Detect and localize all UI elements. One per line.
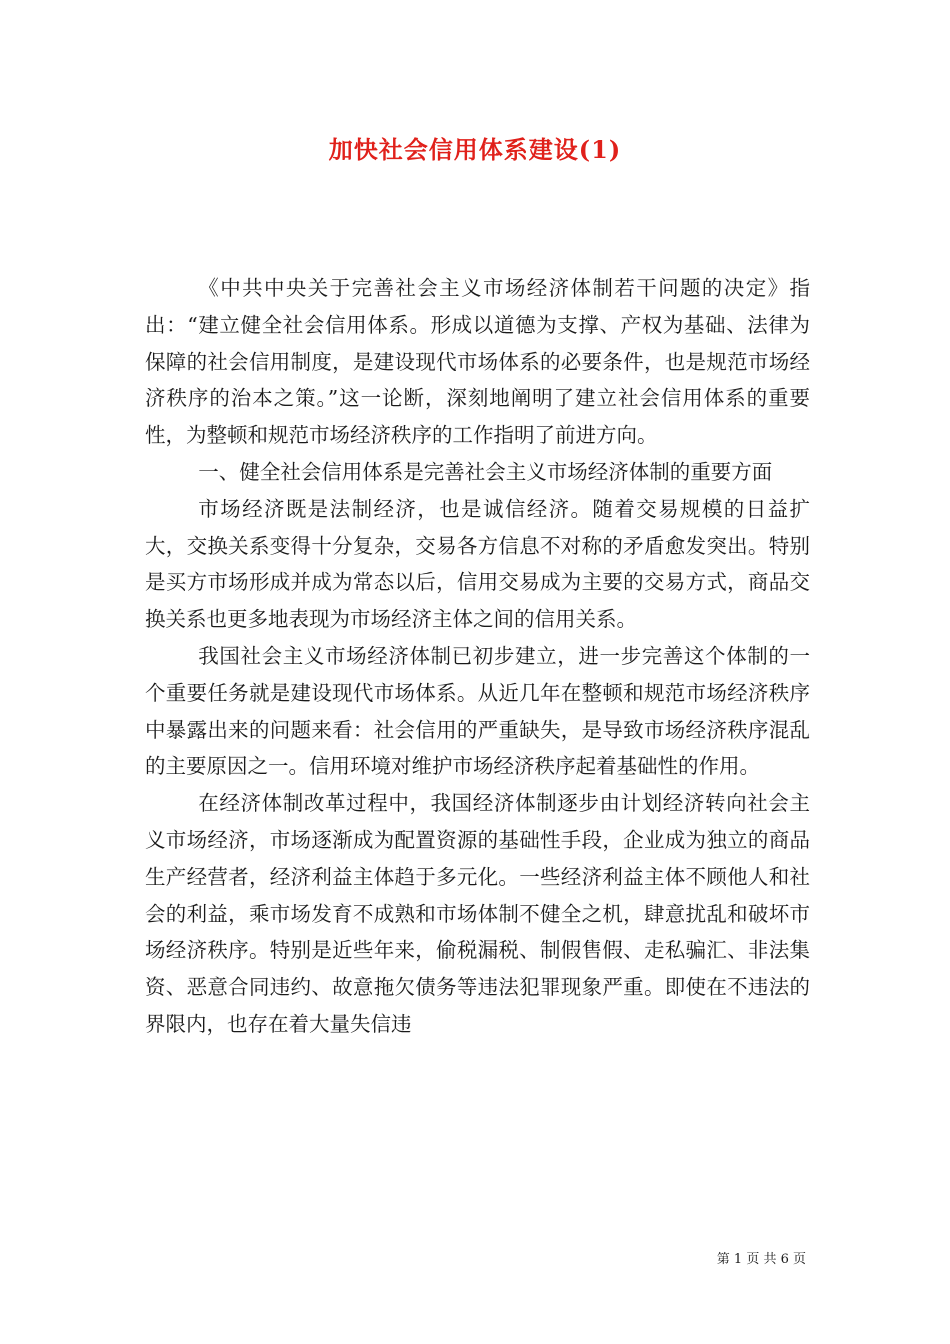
paragraph-modern-market: 我国社会主义市场经济体制已初步建立，进一步完善这个体制的一个重要任务就是建设现代市场体系。从近几年在整顿和规范市场经济秩序中暴露出来的问题来看：社会信用的严重缺失，是导致市场经济秩序混乱的主要原因之一。信用环境对维护市场经济秩序起着基础性的作用。 [145,643,810,779]
section-heading-1: 一、健全社会信用体系是完善社会主义市场经济体制的重要方面 [198,459,773,484]
document-title: 加快社会信用体系建设(1) [328,135,622,164]
paragraph-reform: 在经济体制改革过程中，我国经济体制逐步由计划经济转向社会主义市场经济，市场逐渐成为配置资源的基础性手段，企业成为独立的商品生产经营者，经济利益主体趋于多元化。一些经济利益主体不顾他人和社会的利益，乘市场发育不成熟和市场体制不健全之机，肆意扰乱和破坏市场经济秩序。特别是近些年来，偷税漏税、制假售假、走私骗汇、非法集资、恶意合同违约、故意拖欠债务等违法犯罪现象严重。即使在不违法的界限内，也存在着大量失信违 [145,791,810,1036]
page-number-label: 第 1 页 共 6 页 [716,1252,806,1267]
paragraph-intro: 《中共中央关于完善社会主义市场经济体制若干问题的决定》指出：“建立健全社会信用体系。形成以道德为支撑、产权为基础、法律为保障的社会信用制度，是建设现代市场体系的必要条件，也是规范市场经济秩序的治本之策。”这一论断，深刻地阐明了建立社会信用体系的重要性，为整顿和规范市场经济秩序的工作指明了前进方向。 [145,276,810,448]
paragraph-market-economy: 市场经济既是法制经济，也是诚信经济。随着交易规模的日益扩大，交换关系变得十分复杂，交易各方信息不对称的矛盾愈发突出。特别是买方市场形成并成为常态以后，信用交易成为主要的交易方式，商品交换关系也更多地表现为市场经济主体之间的信用关系。 [145,496,810,632]
page-number [0,1248,806,1267]
document-body [145,270,810,1043]
